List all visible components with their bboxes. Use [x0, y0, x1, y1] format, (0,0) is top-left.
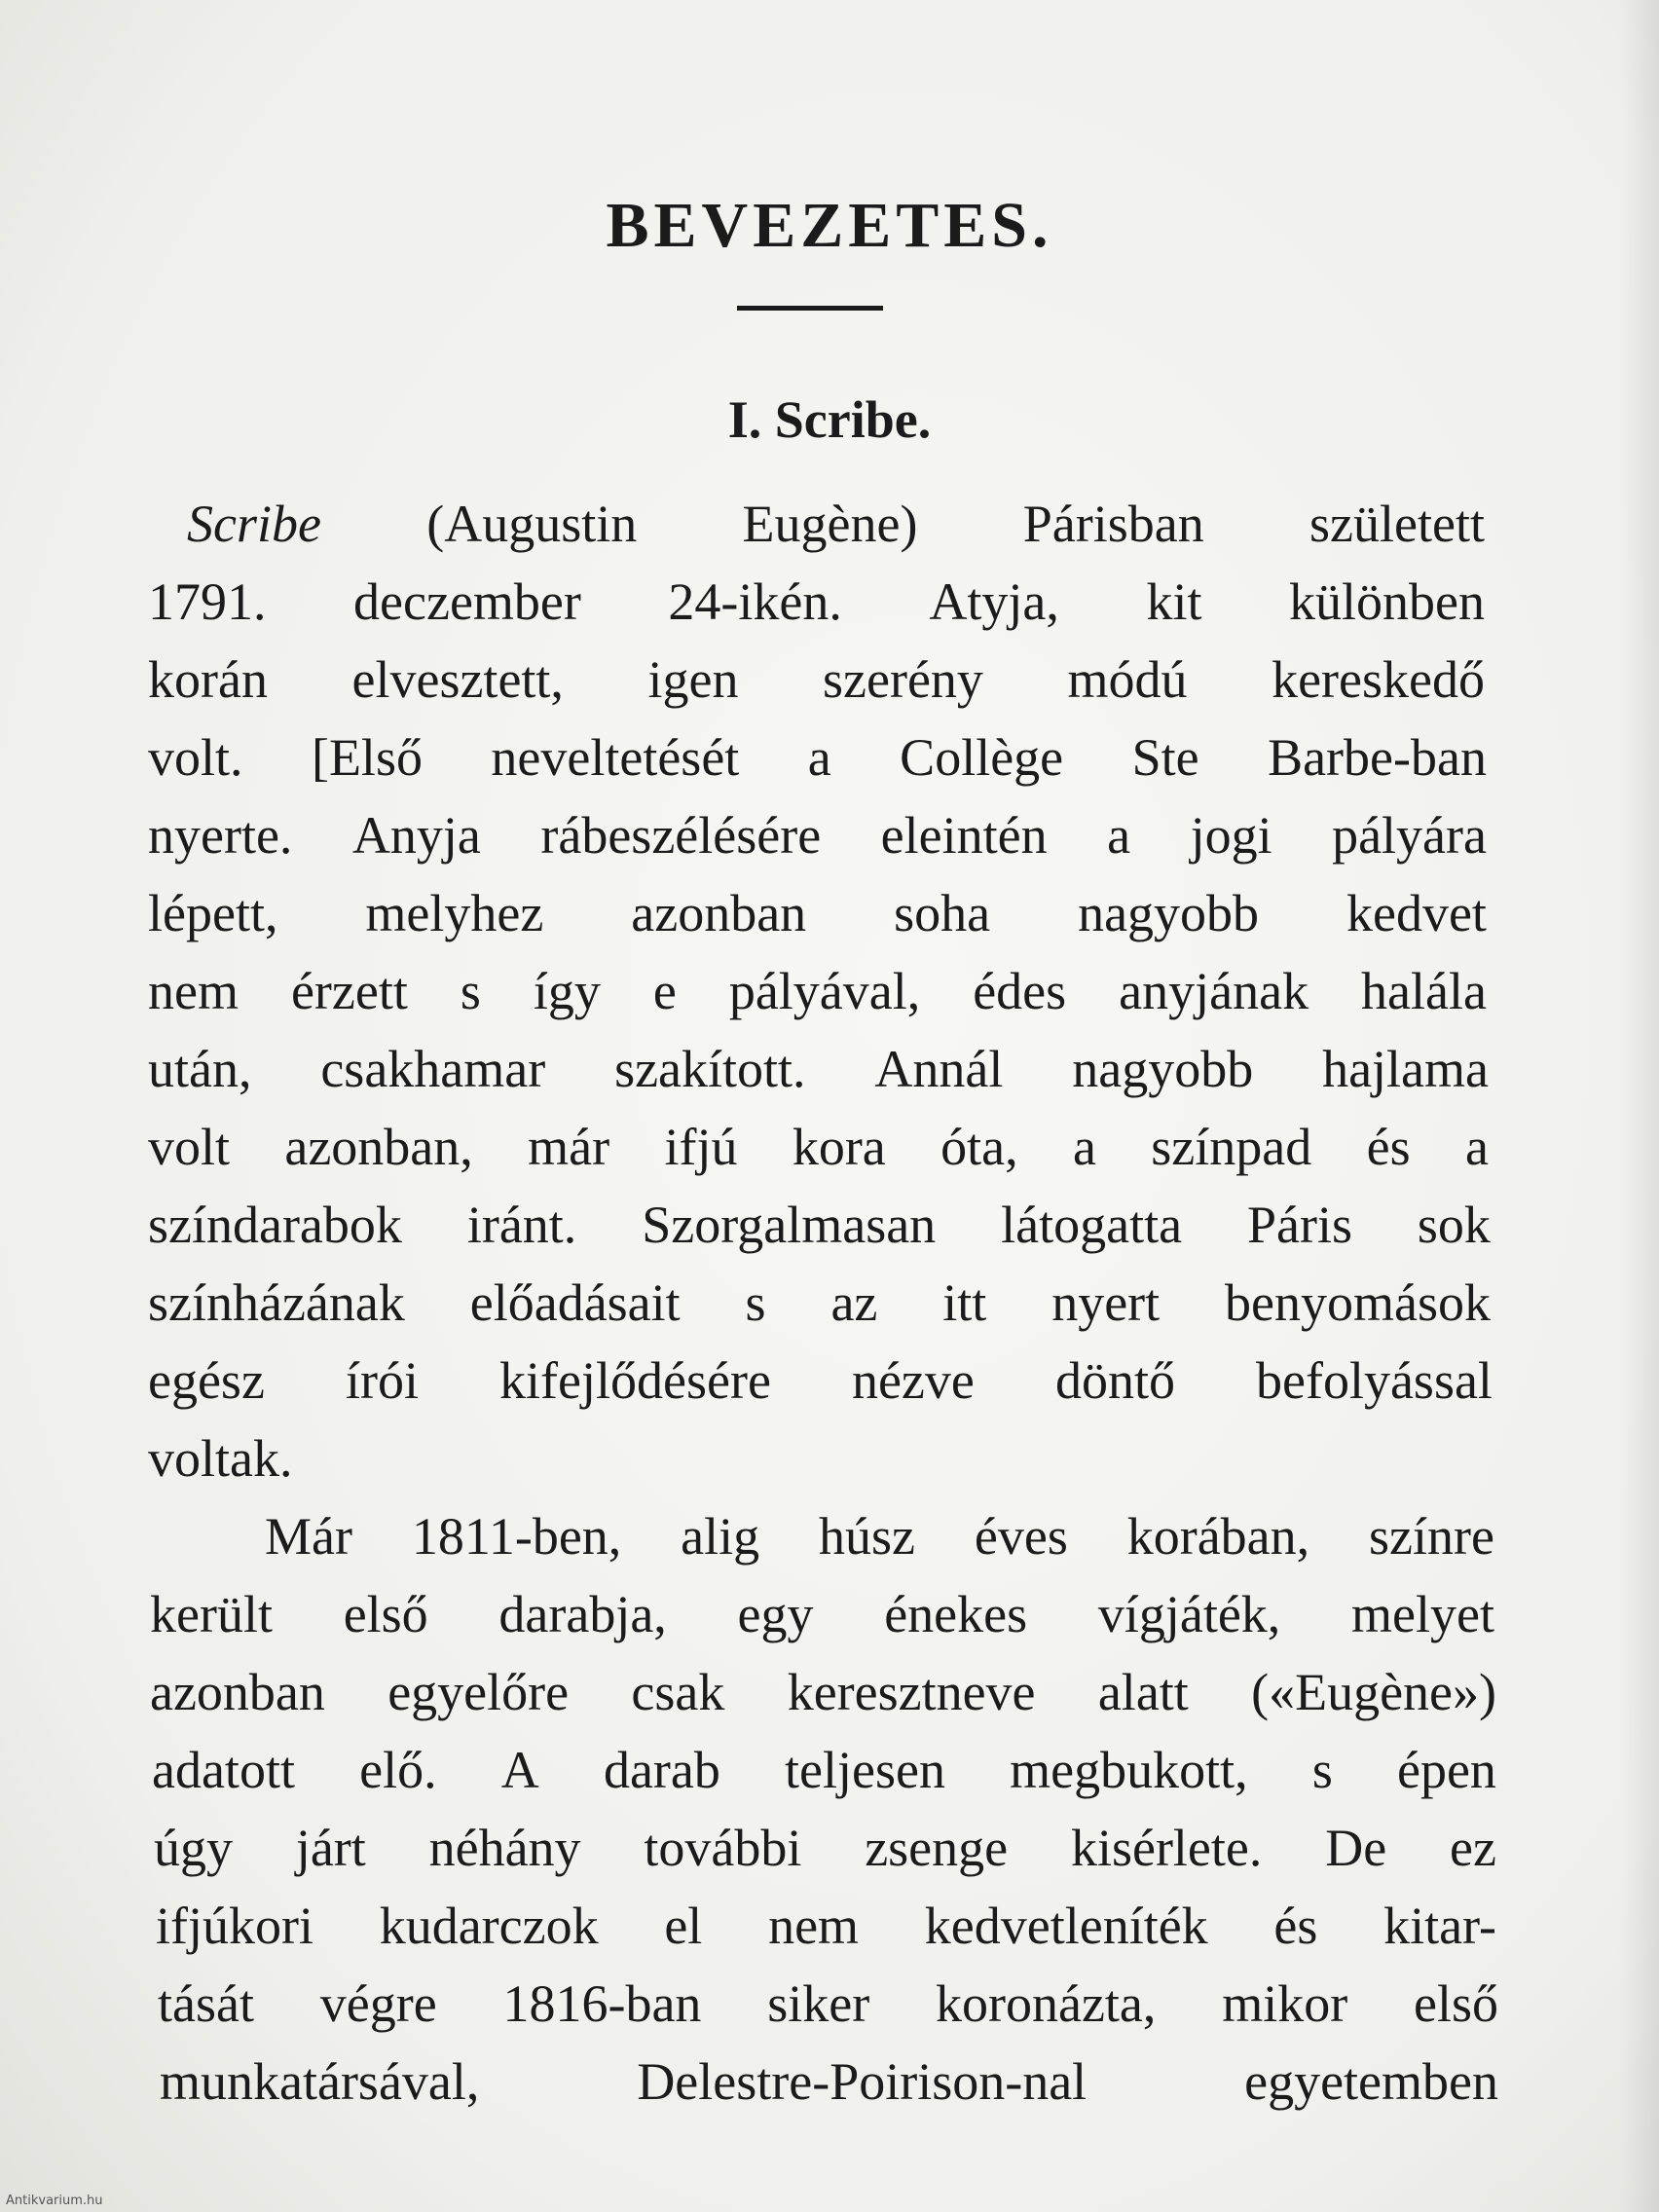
word: munkatársával, — [160, 2052, 480, 2111]
word: óta, — [940, 1118, 1018, 1176]
text-line — [148, 801, 1487, 869]
word: és — [1366, 1118, 1411, 1176]
word: Collège — [900, 728, 1064, 787]
word: színdarabok — [148, 1196, 402, 1254]
watermark: Antikvarium.hu — [6, 2194, 103, 2208]
text-line — [148, 1269, 1491, 1337]
word: szerény — [823, 650, 983, 709]
word: pályára — [1332, 806, 1487, 865]
word: egyelőre — [387, 1663, 570, 1721]
word: soha — [894, 884, 991, 942]
word: koronázta, — [936, 1974, 1157, 2033]
word: egyetemben — [1244, 2052, 1498, 2111]
word: született — [1309, 495, 1485, 553]
word: darabja, — [498, 1585, 667, 1643]
word: zsenge — [865, 1819, 1009, 1877]
word: (Augustin — [426, 495, 638, 553]
word: után, — [148, 1040, 252, 1098]
word: s — [1311, 1741, 1333, 1799]
word: színre — [1369, 1507, 1494, 1566]
word: elvesztett, — [351, 650, 564, 709]
text-line: voltak. — [148, 1429, 293, 1488]
word: 24-ikén. — [668, 572, 842, 631]
word: kudarczok — [379, 1897, 599, 1955]
word: úgy — [154, 1819, 233, 1877]
word: mikor — [1222, 1974, 1348, 2033]
word: Szorgalmasan — [642, 1196, 937, 1254]
italic-name: Scribe — [187, 495, 321, 553]
text-line — [148, 879, 1487, 947]
word: húsz — [819, 1507, 916, 1566]
word: írói — [345, 1351, 419, 1410]
word: ez — [1450, 1819, 1496, 1877]
word: anyjának — [1119, 962, 1309, 1020]
word: a — [1107, 806, 1131, 865]
word: jogi — [1190, 806, 1272, 865]
word: módú — [1067, 650, 1188, 709]
word: keresztneve — [787, 1663, 1036, 1721]
word: az — [830, 1273, 878, 1332]
word: első — [343, 1585, 428, 1643]
word: 1811-ben, — [411, 1507, 622, 1566]
word: s — [460, 962, 481, 1020]
word: Párisban — [1022, 495, 1204, 553]
word: énekes — [884, 1585, 1028, 1643]
text-line — [148, 723, 1487, 792]
word: deczember — [353, 572, 581, 631]
word: benyomások — [1225, 1273, 1491, 1332]
word: kifejlődésére — [499, 1351, 771, 1410]
word: döntő — [1054, 1351, 1175, 1410]
word: hajlama — [1322, 1040, 1489, 1098]
text-line — [154, 1814, 1496, 1882]
word: pályával, — [728, 962, 921, 1020]
word: épen — [1397, 1741, 1496, 1799]
word: neveltetését — [491, 728, 740, 787]
word: vígjáték, — [1097, 1585, 1281, 1643]
text-line — [150, 1658, 1496, 1726]
word: korában, — [1126, 1507, 1310, 1566]
word: Ste — [1131, 728, 1199, 787]
word: befolyással — [1256, 1351, 1493, 1410]
word: kit — [1146, 572, 1202, 631]
word: nagyobb — [1072, 1040, 1254, 1098]
word: egész — [148, 1351, 265, 1410]
word: Anyja — [351, 806, 481, 865]
word: alatt — [1097, 1663, 1189, 1721]
word: azonban — [631, 884, 807, 942]
text-line — [152, 1736, 1496, 1804]
word: alig — [681, 1507, 760, 1566]
text-line — [187, 490, 1485, 558]
word: 1816-ban — [502, 1974, 702, 2033]
word: kora — [792, 1118, 886, 1176]
text-line — [156, 1892, 1496, 1960]
text-line — [265, 1502, 1494, 1570]
text-line — [160, 2047, 1498, 2116]
word: Már — [265, 1507, 352, 1566]
word: nézve — [851, 1351, 975, 1410]
text-line — [158, 1970, 1498, 2038]
word: csak — [631, 1663, 725, 1721]
word: néhány — [428, 1819, 581, 1877]
word: tását — [158, 1974, 254, 2033]
word: látogatta — [1001, 1196, 1183, 1254]
word: kereskedő — [1272, 650, 1485, 709]
word: csakhamar — [320, 1040, 546, 1098]
text-line — [148, 645, 1485, 714]
word: kedvetleníték — [924, 1897, 1208, 1955]
word: azonban, — [284, 1118, 473, 1176]
word: érzett — [290, 962, 408, 1020]
word: Delestre-Poirison-nal — [637, 2052, 1088, 2111]
word: színpad — [1151, 1118, 1312, 1176]
word: nyerte. — [148, 806, 293, 865]
word: egy — [737, 1585, 814, 1643]
word: De — [1325, 1819, 1387, 1877]
word: 1791. — [148, 572, 267, 631]
word: Páris — [1246, 1196, 1352, 1254]
word: igen — [647, 650, 739, 709]
section-title: I. Scribe. — [727, 390, 932, 449]
word: további — [644, 1819, 802, 1877]
word: így — [533, 962, 601, 1020]
chapter-heading: BEVEZETES. — [606, 190, 1053, 261]
word: kedvet — [1346, 884, 1487, 942]
word: és — [1273, 1897, 1318, 1955]
text-line — [148, 1191, 1491, 1259]
word: melyhez — [365, 884, 544, 942]
word: előadásait — [469, 1273, 681, 1332]
word: iránt. — [466, 1196, 577, 1254]
word: kitar- — [1383, 1897, 1496, 1955]
word: ifjúkori — [156, 1897, 313, 1955]
word: («Eugène») — [1251, 1663, 1496, 1721]
word: járt — [295, 1819, 366, 1877]
word: nem — [148, 962, 239, 1020]
word: A — [500, 1741, 539, 1799]
text-line — [148, 1346, 1493, 1415]
page-edge-shadow — [1620, 0, 1659, 2212]
heading-rule — [737, 306, 883, 311]
word: Atyja, — [929, 572, 1059, 631]
word: Eugène) — [742, 495, 918, 553]
word: volt — [148, 1118, 231, 1176]
word: végre — [319, 1974, 437, 2033]
word: s — [745, 1273, 766, 1332]
word: siker — [767, 1974, 870, 2033]
word: rábeszélésére — [540, 806, 822, 865]
word: e — [652, 962, 677, 1020]
word: éves — [974, 1507, 1068, 1566]
text-line — [150, 1580, 1494, 1648]
word: volt. — [148, 728, 243, 787]
word: a — [1464, 1118, 1489, 1176]
word: nagyobb — [1078, 884, 1260, 942]
word: elő. — [359, 1741, 437, 1799]
word: adatott — [152, 1741, 295, 1799]
word: darab — [603, 1741, 720, 1799]
text-line — [148, 1113, 1489, 1181]
text-line — [148, 957, 1487, 1025]
text-line — [148, 1035, 1489, 1103]
word: került — [150, 1585, 273, 1643]
text-line — [148, 568, 1485, 636]
word: szakított. — [614, 1040, 806, 1098]
word: halála — [1361, 962, 1487, 1020]
word: nem — [768, 1897, 860, 1955]
word: Barbe-ban — [1268, 728, 1487, 787]
word: nyert — [1051, 1273, 1161, 1332]
word: korán — [148, 650, 268, 709]
word: el — [664, 1897, 703, 1955]
word: első — [1413, 1974, 1498, 2033]
word: ifjú — [664, 1118, 738, 1176]
word: [Első — [311, 728, 423, 787]
word: kisérlete. — [1070, 1819, 1263, 1877]
word: már — [528, 1118, 610, 1176]
word: azonban — [150, 1663, 325, 1721]
word: melyet — [1351, 1585, 1494, 1643]
word: lépett, — [148, 884, 278, 942]
word: Annál — [874, 1040, 1004, 1098]
word: teljesen — [785, 1741, 945, 1799]
word: eleintén — [880, 806, 1048, 865]
word: itt — [942, 1273, 987, 1332]
word: különben — [1289, 572, 1485, 631]
word: színházának — [148, 1273, 405, 1332]
word: sok — [1417, 1196, 1491, 1254]
word: megbukott, — [1010, 1741, 1248, 1799]
word: édes — [973, 962, 1067, 1020]
word: a — [807, 728, 831, 787]
word: a — [1072, 1118, 1096, 1176]
